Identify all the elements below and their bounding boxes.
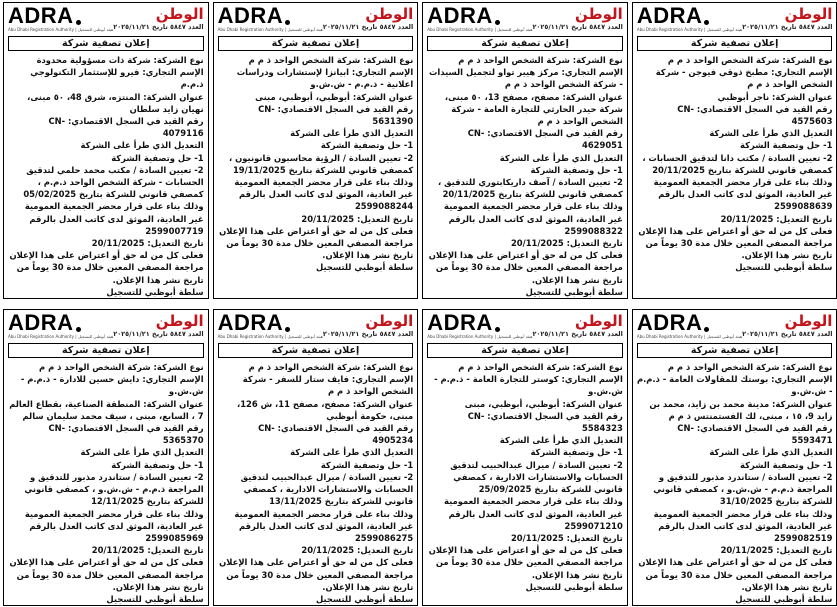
notice-line: التعديل الذي طرأ على الشركة [80, 447, 204, 458]
adra-subtitle: Abu Dhabi Registration Authority | هيئة أبوظبي للتسجيل [217, 334, 323, 340]
adra-logo [217, 3, 323, 32]
notice-line: فعلى كل من له حق أو اعتراض على هذا الإعلان مراجعة المصفي المعين خلال مدة 30 يوماً من تاريخ نشر هذا الإعلان. [9, 250, 204, 285]
logo-dot-icon [76, 20, 81, 25]
notice-line: عنوان الشركة: المنتزه، شرق 48، ٥٠ مبنى، نهيان زايد سلطان [27, 91, 204, 114]
adra-wordmark: ADRA [427, 310, 493, 336]
notice-header [633, 310, 837, 340]
notice-line: رقم القيد في السجل الاقتصادي: CN-4079116 [48, 116, 204, 139]
liquidation-notice-2 [213, 2, 419, 299]
notice-line: 2- تعيين السادة / مكتب دانا لتدقيق الحسابات ، كمصفي قانوني للشركة بتاريخ 20/11/2025 [642, 152, 833, 175]
notice-line: التعديل الذي طرأ على الشركة [709, 447, 833, 458]
notice-line: التعديل الذي طرأ على الشركة [499, 152, 623, 163]
notice-line: وذلك بناء على قرار محضر الجمعية العمومية غير العادية، الموثق لدى كاتب العدل بالرقم 2599088244 [234, 177, 414, 212]
logo-dot-icon [76, 327, 81, 332]
adra-logo [427, 310, 533, 340]
logo-dot-icon [495, 327, 500, 332]
notice-header [423, 3, 627, 33]
logo-dot-icon [285, 20, 290, 25]
issue-line: العدد ٥٨٤٧ تاريخ ٢٠٢٥/١١/٢١ [532, 330, 623, 339]
notice-line: فعلى كل من له حق أو اعتراض على هذا الإعلان مراجعة المصفي المعين خلال مدة 30 يوماً من تاريخ نشر هذا الإعلان. [638, 557, 833, 592]
notice-line: رقم القيد في السجل الاقتصادي: CN-5365370 [48, 423, 204, 446]
liquidation-notice-7 [422, 309, 628, 606]
notice-line: عنوان الشركة: ناجر أبوظبي [717, 91, 833, 102]
notice-line: الإسم التجاري: كوستر للتجارة العامة - ذ.م.م - ش.ش.و [434, 374, 623, 397]
notice-line: رقم القيد في السجل الاقتصادي: CN-4905234 [258, 423, 414, 446]
adra-wordmark: ADRA [217, 310, 284, 336]
notice-line: عنوان الشركة: أبوظبي، أبوظبي، مبنى [255, 91, 414, 102]
notice-line: الإسم التجاري: مطبخ ذوقي فيوجن - شركة الشخص الواحد ذ م م [655, 67, 833, 90]
issue-line: العدد ٥٨٤٧ تاريخ ٢٠٢٥/١١/٢١ [113, 330, 204, 339]
paper-name: الوطن [365, 5, 414, 23]
liquidation-notice-1 [3, 2, 209, 299]
adra-subtitle: Abu Dhabi Registration Authority | هيئة أبوظبي للتسجيل [8, 27, 114, 32]
notice-line: الإسم التجاري: فايف ستار للسفر - شركة الشخص الواحد ذ م م [242, 374, 414, 397]
notice-line: تاريخ التعديل: 20/11/2025 [720, 545, 833, 556]
adra-subtitle: Abu Dhabi Registration Authority | هيئة أبوظبي للتسجيل [636, 27, 743, 32]
adra-logo [427, 3, 533, 32]
notice-title: إعلان تصفية شركة [427, 343, 623, 358]
notice-line: نوع الشركة: شركة الشخص الواحد ذ م م [458, 362, 623, 373]
notice-line: تاريخ التعديل: 20/11/2025 [301, 213, 414, 224]
notice-line: التعديل الذي طرأ على الشركة [290, 128, 414, 139]
issue-line: العدد ٥٨٤٧ تاريخ ٢٠٢٥/١١/٢١ [322, 330, 414, 339]
notice-line: فعلى كل من له حق أو اعتراض على هذا الإعلان مراجعة المصفي المعين خلال مدة 30 يوماً من تاريخ نشر هذا الإعلان. [219, 557, 414, 592]
notices-grid [3, 2, 833, 605]
notice-line: الإسم التجاري: فيرو للإستثمار التكنولوجي ذ.م.م [30, 67, 204, 90]
notice-signature: سلطة أبوظبي للتسجيل [525, 286, 623, 297]
notice-title: إعلان تصفية شركة [218, 343, 414, 358]
notice-line: وذلك بناء على قرار محضر الجمعية العمومية غير العادية، الموثق لدى كاتب العدل بالرقم 2599007719 [24, 201, 204, 236]
paper-masthead [532, 313, 622, 338]
notice-line: رقم القيد في السجل الاقتصادي: CN-5631390 [258, 103, 414, 127]
notice-line: نوع الشركة: شركة الشخص الواحد ذ م م [248, 55, 414, 65]
notice-line: نوع الشركة: شركة الشخص الواحد ذ م م [248, 362, 414, 373]
notice-header [4, 3, 208, 33]
notice-line: 1- حل وتصفية الشركة [530, 447, 623, 458]
notice-line: التعديل الذي طرأ على الشركة [709, 128, 833, 139]
adra-logo [8, 3, 114, 32]
notice-body [423, 53, 627, 298]
notice-line: 2- تعيين السادة / آصف داريكابتوري للتدقيق ، كمصفي قانوني للشركة بتاريخ 20/11/2025 [438, 177, 623, 200]
notice-line: فعلى كل من له حق أو اعتراض على هذا الإعلان مراجعة المصفي المعين خلال مدة 30 يوماً من تاريخ نشر هذا الإعلان. [219, 225, 414, 261]
notice-line: 1- حل وتصفية الشركة [111, 152, 204, 163]
notice-line: الإسم التجاري: بوستك للمقاولات العامة - ذ.م.م - ش.ش.و [636, 374, 833, 397]
adra-logo [8, 310, 114, 340]
notice-title: إعلان تصفية شركة [427, 36, 623, 51]
notice-line: رقم القيد في السجل الاقتصادي: CN-4575603 [677, 103, 833, 127]
notice-title: إعلان تصفية شركة [218, 36, 414, 51]
notice-line: عنوان الشركة: مصفح، مصفح 11، ش 126، مبنى، حكومة أبوظبي [237, 398, 414, 421]
notice-line: تاريخ التعديل: 20/11/2025 [301, 545, 414, 556]
adra-subtitle: Abu Dhabi Registration Authority | هيئة أبوظبي للتسجيل [427, 27, 533, 32]
notice-line: وذلك بناء على قرار محضر الجمعية العمومية غير العادية، الموثق لدى كاتب العدل بالرقم 2599085969 [24, 508, 204, 543]
adra-wordmark: ADRA [636, 310, 703, 336]
notice-line: وذلك بناء على قرار محضر الجمعية العمومية غير العادية، الموثق لدى كاتب العدل بالرقم 2599088322 [444, 201, 623, 236]
notice-signature: سلطة أبوظبي للتسجيل [735, 593, 833, 604]
notice-line: الإسم التجاري: مركز هيير تواو لتجميل السيدات - شركة الشخص الواحد ذ م م [428, 67, 623, 90]
notice-signature: سلطة أبوظبي للتسجيل [735, 262, 833, 273]
paper-name: الوطن [784, 5, 833, 23]
notice-line: 2- تعيين السادة / ستاندرد مذبور للتدقيق و المراجعة ذ.م.م - ش.ش.و ، كمصفي قانوني للشركة بتاريخ 12/11/2025 [24, 471, 204, 507]
logo-dot-icon [495, 20, 500, 25]
paper-masthead [532, 6, 622, 31]
adra-wordmark: ADRA [217, 3, 284, 28]
notice-line: 1- حل وتصفية الشركة [111, 459, 204, 470]
notice-line: 2- تعيين السادة / ميرال عبدالحبيب لتدقيق الحسابات والاستشارات الادارية ، كمصفي قانوني للشركة بتاريخ 25/09/2025 [450, 459, 623, 495]
notice-line: 1- حل وتصفية الشركة [320, 140, 414, 151]
notice-line: التعديل الذي طرأ على الشركة [290, 447, 414, 458]
paper-name: الوطن [155, 312, 204, 331]
notice-line: التعديل الذي طرأ على الشركة [499, 435, 623, 446]
notice-line: رقم القيد في السجل الاقتصادي: CN-4629051 [467, 128, 623, 151]
notice-body [423, 360, 627, 593]
notice-line: عنوان الشركة: مصفح، مصفح 13، ٥٠ مبنى، شركة حيدر الحارثي للتجارة العامة - شركة الشخص الواحد ذ م م [444, 91, 623, 127]
notice-line: تاريخ التعديل: 20/11/2025 [91, 545, 204, 556]
paper-name: الوطن [575, 5, 623, 23]
adra-wordmark: ADRA [8, 3, 74, 28]
notice-line: وذلك بناء على قرار محضر الجمعية العمومية غير العادية، الموثق لدى كاتب العدل بالرقم 2599071210 [444, 496, 623, 531]
notice-line: نوع الشركة: شركة الشخص الواحد ذ م م [39, 362, 204, 373]
notice-line: فعلى كل من له حق أو اعتراض على هذا الإعلان مراجعة المصفي المعين خلال مدة 30 يوماً من تاريخ نشر هذا الإعلان. [638, 225, 833, 261]
notice-line: نوع الشركة: شركة الشخص الواحد ذ م م [667, 55, 833, 65]
notice-signature: سلطة أبوظبي للتسجيل [525, 581, 623, 592]
notice-header [423, 310, 627, 340]
paper-name: الوطن [365, 312, 414, 331]
paper-masthead [113, 6, 203, 31]
notice-line: رقم القيد في السجل الاقتصادي: CN-5584323 [467, 410, 623, 434]
issue-line: العدد ٥٨٤٧ تاريخ ٢٠٢٥/١١/٢١ [742, 23, 833, 31]
notice-line: التعديل الذي طرأ على الشركة [80, 140, 204, 151]
issue-line: العدد ٥٨٤٧ تاريخ ٢٠٢٥/١١/٢١ [532, 23, 623, 31]
issue-line: العدد ٥٨٤٧ تاريخ ٢٠٢٥/١١/٢١ [322, 23, 414, 31]
notice-title: إعلان تصفية شركة [8, 343, 204, 358]
notice-line: الإسم التجاري: ابيانزا لإستشارات ودراسات اعلانية - ذ.م.م - ش.ش.و [236, 67, 414, 90]
notice-body [4, 360, 208, 605]
liquidation-notice-6 [213, 309, 419, 606]
adra-wordmark: ADRA [636, 3, 703, 28]
notice-signature: سلطة أبوظبي للتسجيل [106, 286, 204, 297]
paper-masthead [323, 6, 413, 31]
notice-line: 2- تعيين السادة / مكتب محمد حلمي لتدقيق الحسابات - شركة الشخص الواحد ذ.م.م ، كمصفي قانوني للشركة بتاريخ 05/02/2025 [23, 164, 204, 200]
notice-line: 1- حل وتصفية الشركة [740, 459, 833, 470]
notice-header [633, 3, 837, 33]
paper-masthead [113, 313, 203, 338]
notice-signature: سلطة أبوظبي للتسجيل [316, 593, 414, 604]
adra-subtitle: Abu Dhabi Registration Authority | هيئة أبوظبي للتسجيل [427, 334, 533, 340]
adra-subtitle: Abu Dhabi Registration Authority | هيئة أبوظبي للتسجيل [8, 334, 114, 340]
logo-dot-icon [285, 327, 290, 332]
paper-name: الوطن [575, 312, 623, 331]
notice-line: 1- حل وتصفية الشركة [740, 140, 833, 151]
adra-wordmark: ADRA [427, 3, 493, 28]
notice-header [4, 310, 208, 340]
notice-line: 2- تعيين السادة / ستاندرد مذبور للتدقيق و المراجعة ذ.م.م - ش.ش.و ، كمصفي قانوني للشركة بتاريخ 31/10/2025 [653, 471, 833, 507]
notice-line: 1- حل وتصفية الشركة [530, 164, 623, 175]
notice-title: إعلان تصفية شركة [8, 36, 204, 51]
liquidation-notice-3 [422, 2, 628, 299]
notice-line: 2- تعيين السادة / الرؤية محاسبون قانونيون ، كمصفي قانوني للشركة بتاريخ 19/11/2025 [229, 152, 414, 175]
issue-line: العدد ٥٨٤٧ تاريخ ٢٠٢٥/١١/٢١ [113, 23, 204, 31]
notice-body [4, 53, 208, 298]
notice-body [633, 53, 837, 274]
adra-logo [636, 3, 743, 32]
adra-subtitle: Abu Dhabi Registration Authority | هيئة أبوظبي للتسجيل [636, 334, 743, 340]
notice-line: 1- حل وتصفية الشركة [320, 459, 414, 470]
paper-name: الوطن [784, 312, 833, 331]
notice-line: فعلى كل من له حق أو اعتراض على هذا الإعلان مراجعة المصفي المعين خلال مدة 30 يوماً من تاريخ نشر هذا الإعلان. [428, 250, 623, 285]
issue-line: العدد ٥٨٤٧ تاريخ ٢٠٢٥/١١/٢١ [742, 330, 833, 339]
notice-line: 2- تعيين السادة / ميرال عبدالحبيب لتدقيق الحسابات والاستشارات الادارية ، كمصفي قانوني للشركة بتاريخ 13/11/2025 [240, 471, 414, 507]
liquidation-notice-5 [3, 309, 209, 606]
notice-header [214, 310, 418, 340]
logo-dot-icon [704, 327, 709, 332]
notice-line: تاريخ التعديل: 20/11/2025 [510, 238, 623, 249]
notice-signature: سلطة أبوظبي للتسجيل [316, 262, 414, 273]
notice-line: عنوان الشركة: مدينة محمد بن زايد، محمد بن زايد 9، ١٥ ، مبنى، لك الفستمنتس ذ م م [649, 398, 833, 421]
notice-line: نوع الشركة: شركة ذات مسؤولية محدودة [36, 55, 204, 65]
notice-title: إعلان تصفية شركة [637, 36, 833, 51]
notice-body [214, 360, 418, 605]
adra-logo [217, 310, 323, 340]
paper-masthead [742, 6, 832, 31]
adra-subtitle: Abu Dhabi Registration Authority | هيئة أبوظبي للتسجيل [217, 27, 323, 32]
notice-line: نوع الشركة: شركة الشخص الواحد ذ م م [458, 55, 623, 65]
notice-header [214, 3, 418, 33]
notice-line: الإسم التجاري: دايش حسين للادارة - ذ.م.م - ش.ش.و [20, 374, 204, 397]
notice-line: عنوان الشركة: المنطقة الصناعية، بقطاع العالم 7 ، السابع، مبنى ، سيف محمد سليمان سالم [9, 398, 204, 421]
notice-line: وذلك بناء على قرار محضر الجمعية العمومية غير العادية، الموثق لدى كاتب العدل بالرقم 2599086275 [234, 508, 414, 543]
notice-body [214, 53, 418, 274]
notice-signature: سلطة أبوظبي للتسجيل [106, 593, 204, 604]
notice-line: رقم القيد في السجل الاقتصادي: CN-5593471 [677, 423, 833, 446]
notice-line: فعلى كل من له حق أو اعتراض على هذا الإعلان مراجعة المصفي المعين خلال مدة 30 يوماً من تاريخ نشر هذا الإعلان. [9, 557, 204, 592]
notice-line: فعلى كل من له حق أو اعتراض على هذا الإعلان مراجعة المصفي المعين خلال مدة 30 يوماً من تاريخ نشر هذا الإعلان. [428, 545, 623, 580]
notice-line: وذلك بناء على قرار محضر الجمعية العمومية غير العادية، الموثق لدى كاتب العدل بالرقم 2599082519 [653, 508, 833, 543]
adra-wordmark: ADRA [8, 310, 74, 336]
notice-line: تاريخ التعديل: 20/11/2025 [91, 238, 204, 249]
paper-name: الوطن [155, 5, 204, 23]
notice-line: عنوان الشركة: أبوظبي، أبوظبي، مبنى [464, 398, 623, 409]
liquidation-notice-4 [632, 2, 837, 299]
notice-line: وذلك بناء على قرار محضر الجمعية العمومية غير العادية، الموثق لدى كاتب العدل بالرقم 2599088639 [653, 177, 833, 212]
adra-logo [636, 310, 743, 340]
notice-title: إعلان تصفية شركة [637, 343, 833, 358]
paper-masthead [742, 313, 832, 338]
notice-line: نوع الشركة: شركة الشخص الواحد ذ م م [667, 362, 833, 373]
notice-line: تاريخ التعديل: 20/11/2025 [720, 213, 833, 224]
logo-dot-icon [704, 20, 709, 25]
paper-masthead [323, 313, 413, 338]
notice-line: تاريخ التعديل: 20/11/2025 [510, 532, 623, 543]
liquidation-notice-8 [632, 309, 837, 606]
notice-body [633, 360, 837, 605]
